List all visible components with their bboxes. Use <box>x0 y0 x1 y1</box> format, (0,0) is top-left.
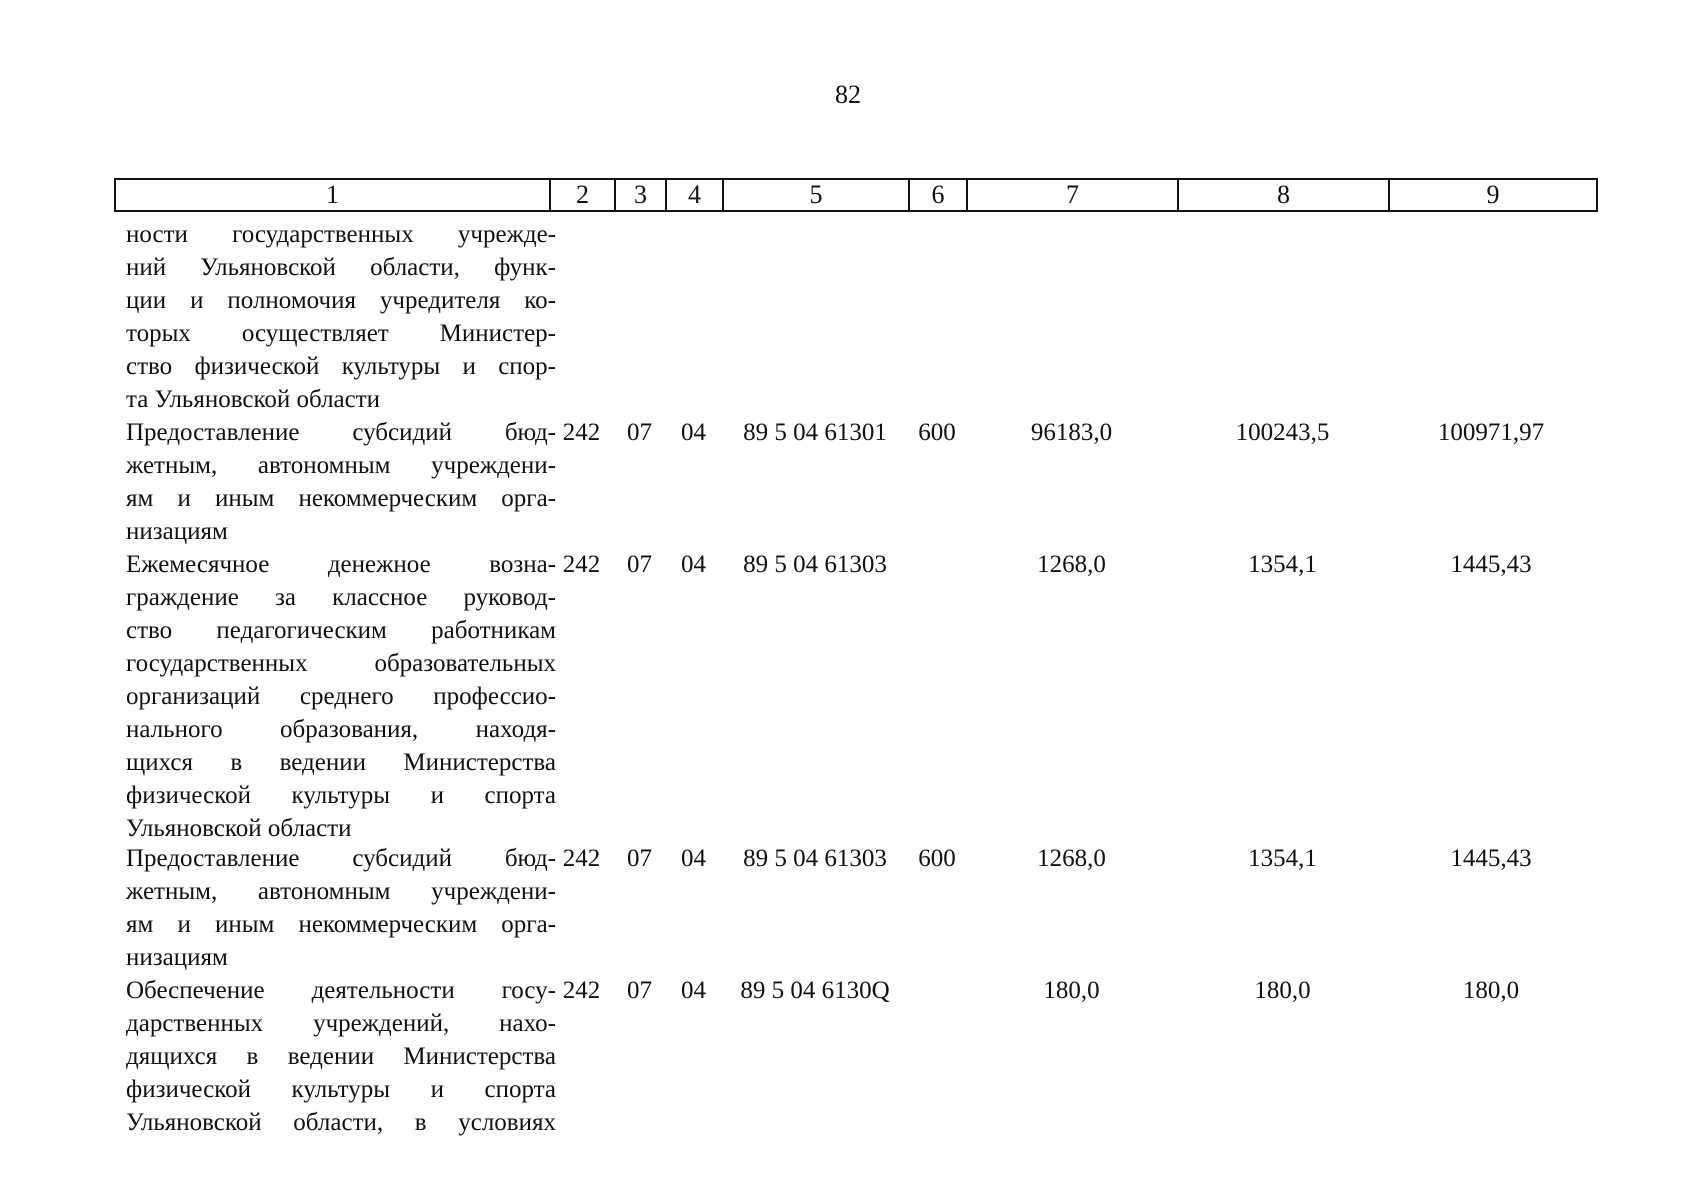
description-line: Ежемесячное денежное возна- <box>126 551 556 578</box>
description-line: торых осуществляет Министер- <box>126 320 556 347</box>
cell-col-9: 1445,43 <box>1450 845 1532 872</box>
cell-col-8: 100243,5 <box>1235 419 1330 446</box>
header-col-7: 7 <box>968 180 1179 210</box>
cell-col-4: 04 <box>681 551 706 578</box>
table-header <box>114 178 1598 212</box>
description-line: Обеспечение деятельности госу- <box>126 977 556 1004</box>
cell-col-3: 07 <box>627 551 652 578</box>
cell-col-9: 1445,43 <box>1450 551 1532 578</box>
header-col-8: 8 <box>1179 180 1390 210</box>
row-description <box>126 974 556 1139</box>
cell-col-5: 89 5 04 61303 <box>743 845 887 872</box>
row-description <box>126 416 556 548</box>
description-line: щихся в ведении Министерства <box>126 749 556 776</box>
header-col-1: 1 <box>116 180 551 210</box>
description-line: ний Ульяновской области, функ- <box>126 254 556 281</box>
cell-col-8: 1354,1 <box>1248 551 1317 578</box>
cell-col-9: 100971,97 <box>1437 419 1545 446</box>
cell-col-5: 89 5 04 61303 <box>743 551 887 578</box>
description-line: граждение за классное руковод- <box>126 584 556 611</box>
cell-col-2: 242 <box>562 977 601 1004</box>
cell-col-2: 242 <box>562 551 601 578</box>
header-col-6: 6 <box>910 180 968 210</box>
description-line: низациям <box>126 518 228 545</box>
description-line: ции и полномочия учредителя ко- <box>126 287 556 314</box>
row-description <box>126 842 556 974</box>
page-number: 82 <box>835 80 861 109</box>
description-line: дарственных учреждений, нахо- <box>126 1010 556 1037</box>
cell-col-2: 242 <box>562 419 601 446</box>
description-line: нального образования, находя- <box>126 716 556 743</box>
header-col-5: 5 <box>724 180 910 210</box>
description-line: физической культуры и спорта <box>126 782 556 809</box>
header-col-9: 9 <box>1486 180 1500 209</box>
description-line: ям и иным некоммерческим орга- <box>126 911 556 938</box>
cell-col-8: 180,0 <box>1254 977 1311 1004</box>
cell-col-4: 04 <box>681 845 706 872</box>
description-line: государственных образовательных <box>126 650 556 677</box>
description-line: ности государственных учрежде- <box>126 221 556 248</box>
cell-col-5: 89 5 04 61301 <box>743 419 887 446</box>
header-col-3: 3 <box>616 180 667 210</box>
cell-col-7: 1268,0 <box>1037 551 1106 578</box>
description-line: жетным, автономным учреждени- <box>126 878 556 905</box>
description-line: ство физической культуры и спор- <box>126 353 556 380</box>
description-line: Ульяновской области, в условиях <box>126 1109 556 1136</box>
cell-col-2: 242 <box>562 845 601 872</box>
row-description <box>126 218 556 416</box>
cell-col-4: 04 <box>681 977 706 1004</box>
cell-col-5: 89 5 04 6130Q <box>740 977 890 1004</box>
description-line: Ульяновской области <box>126 815 352 842</box>
cell-col-4: 04 <box>681 419 706 446</box>
description-line: Предоставление субсидий бюд- <box>126 419 556 446</box>
cell-col-7: 180,0 <box>1043 977 1100 1004</box>
cell-col-3: 07 <box>627 419 652 446</box>
description-line: та Ульяновской области <box>126 386 381 413</box>
cell-col-6: 600 <box>918 419 956 446</box>
description-line: ство педагогическим работникам <box>126 617 556 644</box>
description-line: дящихся в ведении Министерства <box>126 1043 556 1070</box>
description-line: ям и иным некоммерческим орга- <box>126 485 556 512</box>
description-line: организаций среднего профессио- <box>126 683 556 710</box>
header-col-2: 2 <box>551 180 616 210</box>
description-line: низациям <box>126 944 228 971</box>
cell-col-7: 96183,0 <box>1030 419 1113 446</box>
cell-col-6: 600 <box>918 845 956 872</box>
cell-col-3: 07 <box>627 977 652 1004</box>
description-line: физической культуры и спорта <box>126 1076 556 1103</box>
header-col-4: 4 <box>667 180 724 210</box>
cell-col-7: 1268,0 <box>1037 845 1106 872</box>
cell-col-3: 07 <box>627 845 652 872</box>
cell-col-9: 180,0 <box>1462 977 1520 1004</box>
cell-col-8: 1354,1 <box>1248 845 1317 872</box>
budget-table <box>114 178 1598 1136</box>
description-line: жетным, автономным учреждени- <box>126 452 556 479</box>
row-description <box>126 548 556 845</box>
description-line: Предоставление субсидий бюд- <box>126 845 556 872</box>
